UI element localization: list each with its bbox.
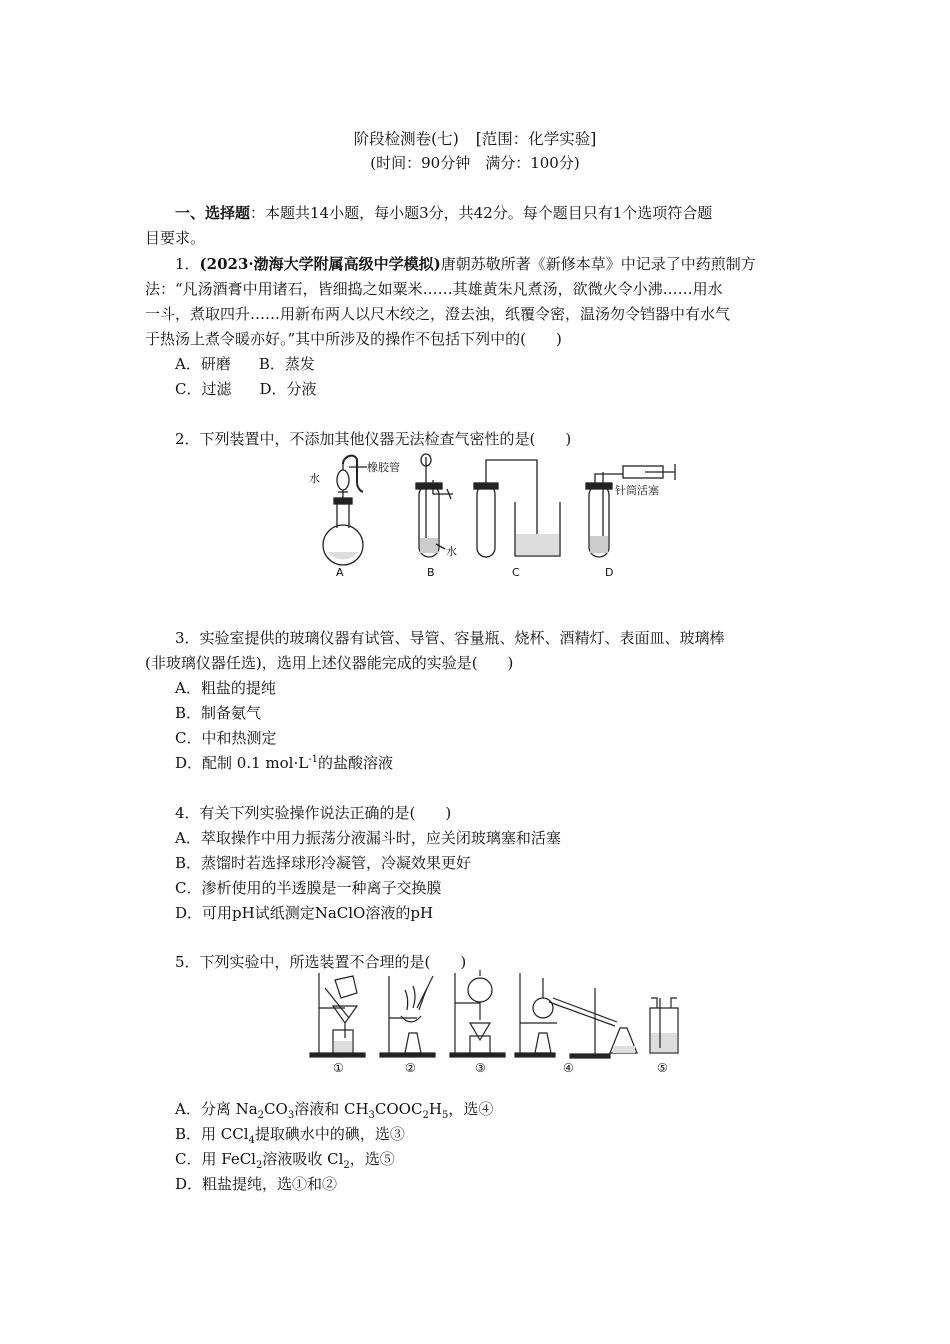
q5-a-t10: ，选④ <box>448 1100 494 1118</box>
q1-option-b: B．蒸发 <box>258 355 315 373</box>
q5-a-s3: 3 <box>287 1110 295 1121</box>
q5-a-t2: CO <box>264 1100 288 1118</box>
apparatus-b <box>416 454 453 557</box>
q4-option-b: B．蒸馏时若选择球形冷凝管，冷凝效果更好 <box>175 854 472 872</box>
label-rubber-tube: 橡胶管 <box>367 461 400 474</box>
q1-line2: 法：“凡汤酒膏中用诸石，皆细捣之如粟米……其雄黄朱凡煮汤，欲微火令小沸……用水 <box>145 280 723 298</box>
apparatus-c <box>474 460 560 557</box>
q3-line1: 3．实验室提供的玻璃仪器有试管、导管、容量瓶、烧杯、酒精灯、表面皿、玻璃棒 <box>175 629 725 647</box>
q1-line3: 一斗，煮取四升……用新布两人以尺木绞之，澄去浊，纸覆令密，温汤勿令铛器中有水气 <box>145 305 731 323</box>
exam-subtitle: (时间：90分钟 满分：100分) <box>370 154 580 172</box>
caption-d: D <box>605 566 614 579</box>
q5-a-s7: 2 <box>422 1110 429 1121</box>
q1-option-d: D．分液 <box>259 380 317 398</box>
q5-a-t6: COOC <box>374 1100 423 1118</box>
q5-a-t4: 溶液和 CH <box>294 1100 369 1118</box>
label-water-a: 水 <box>309 472 320 485</box>
q5-b-t0: B．用 CCl <box>175 1125 249 1143</box>
q4-option-a: A．萃取操作中用力振荡分液漏斗时，应关闭玻璃塞和活塞 <box>175 829 561 847</box>
q2-stem: 2．下列装置中，不添加其他仪器无法检查气密性的是( ) <box>175 430 572 448</box>
q5-a-s5: 3 <box>368 1110 375 1121</box>
caption-c: C <box>512 566 520 579</box>
exam-title <box>0 127 950 149</box>
apparatus-3 <box>450 970 505 1057</box>
q5-stem: 5．下列实验中，所选装置不合理的是( ) <box>175 953 467 971</box>
section-intro-a: ：本题共14小题，每小题3分，共42分。每个题目只有1个选项符合题 <box>250 204 713 222</box>
q5-c-t4: ，选⑤ <box>349 1150 395 1168</box>
q5-b-s1: 4 <box>248 1135 255 1146</box>
q1-source: (2023·渤海大学附属高级中学模拟) <box>199 255 441 273</box>
q5-option-b <box>175 1124 405 1144</box>
apparatus-2 <box>380 976 435 1057</box>
q5-option-c <box>175 1149 395 1169</box>
section-heading: 一、选择题 <box>175 204 251 222</box>
apparatus-d <box>586 464 675 557</box>
q3-option-b: B．制备氨气 <box>175 704 262 722</box>
q4-stem: 4．有关下列实验操作说法正确的是( ) <box>175 804 452 822</box>
q5-c-s1: 2 <box>255 1160 263 1171</box>
caption-b: B <box>427 566 435 579</box>
caption-2: ② <box>405 1061 416 1075</box>
q5-c-t0: C．用 FeCl <box>175 1150 256 1168</box>
q3-option-c: C．中和热测定 <box>175 729 277 747</box>
q1-line4: 于热汤上煮令暖亦好。”其中所涉及的操作不包括下列中的( ) <box>145 330 562 348</box>
caption-3: ③ <box>475 1061 486 1075</box>
q3-option-d-pre: D．配制 0.1 mol·L <box>175 754 309 772</box>
label-syringe: 针筒活塞 <box>615 484 659 497</box>
caption-4: ④ <box>563 1061 574 1075</box>
q5-a-s1: 2 <box>257 1110 265 1121</box>
q3-option-d-post: 的盐酸溶液 <box>317 754 393 772</box>
q5-apparatus-figure <box>305 968 685 1076</box>
q5-b-t2: 提取碘水中的碘，选③ <box>254 1125 405 1143</box>
q1-options-cd <box>175 379 317 399</box>
q1-option-c: C．过滤 <box>175 380 232 398</box>
section-intro <box>175 203 712 223</box>
caption-1: ① <box>333 1061 344 1075</box>
q5-c-s3: 2 <box>343 1160 350 1171</box>
q3-option-d-sup: -1 <box>308 754 318 765</box>
section-intro-b: 目要求。 <box>145 229 206 247</box>
q3-option-a: A．粗盐的提纯 <box>175 679 276 697</box>
q2-apparatus-figure <box>305 452 690 582</box>
label-water-b: 水 <box>446 545 457 558</box>
q1-stem: 唐朝苏敬所著《新修本草》中记录了中药煎制方 <box>440 255 756 273</box>
title-text: 阶段检测卷(七) <box>353 130 459 148</box>
apparatus-4 <box>515 973 637 1058</box>
q1-options-ab <box>175 354 315 374</box>
caption-a: A <box>336 566 344 579</box>
q4-option-c: C．渗析使用的半透膜是一种离子交换膜 <box>175 879 442 897</box>
apparatus-1 <box>310 973 365 1057</box>
q5-option-d: D．粗盐提纯，选①和② <box>175 1175 338 1193</box>
q5-c-t2: 溶液吸收 Cl <box>262 1150 344 1168</box>
apparatus-a <box>323 456 367 565</box>
q5-a-t0: A．分离 Na <box>175 1100 258 1118</box>
apparatus-5 <box>650 998 678 1053</box>
scope-text: [范围：化学实验] <box>475 130 597 148</box>
q5-a-t8: H <box>428 1100 442 1118</box>
q1-num: 1． <box>175 255 200 273</box>
q4-option-d: D．可用pH试纸测定NaClO溶液的pH <box>175 904 434 922</box>
caption-5: ⑤ <box>657 1061 668 1075</box>
q1-option-a: A．研磨 <box>175 355 231 373</box>
q1-line1 <box>175 254 756 274</box>
q3-option-d <box>175 753 393 773</box>
q5-option-a <box>175 1099 493 1119</box>
q5-a-s9: 5 <box>441 1110 449 1121</box>
q3-line2: (非玻璃仪器任选)，选用上述仪器能完成的实验是( ) <box>145 654 514 672</box>
